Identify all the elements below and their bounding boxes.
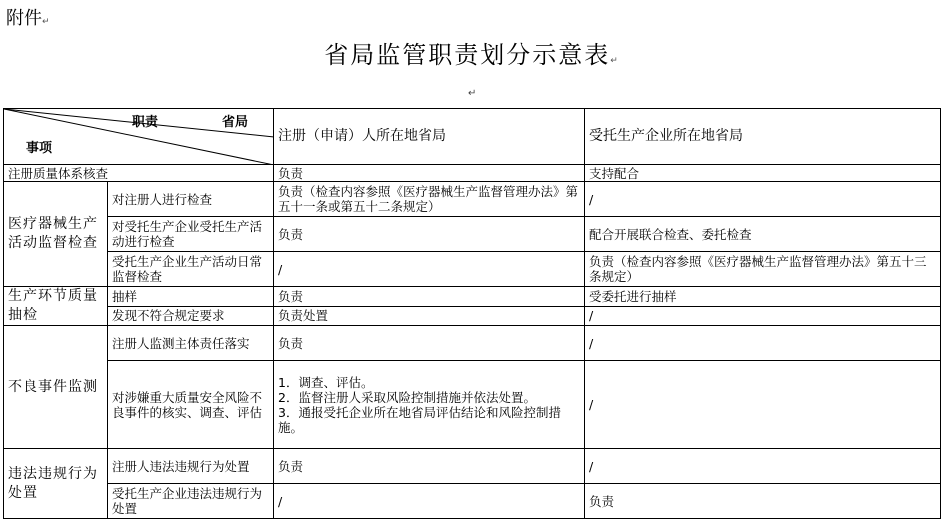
cell-registrant-steps xyxy=(274,361,585,449)
row-label-quality-system: 注册质量体系核查 xyxy=(4,165,274,182)
row-label: 对涉嫌重大质量安全风险不良事件的核实、调查、评估 xyxy=(108,361,274,449)
table-row xyxy=(4,306,941,326)
step-line: 1．调查、评估。 xyxy=(278,374,374,390)
row-label: 抽样 xyxy=(108,287,274,307)
row-label: 注册人违法违规行为处置 xyxy=(108,449,274,484)
page-title: 省局监管职责划分示意表↵ xyxy=(324,41,620,69)
cell-registrant: 负责 xyxy=(274,326,585,361)
cell-entrusted: 受委托进行抽样 xyxy=(585,287,941,307)
column-header-entrusted: 受托生产企业所在地省局 xyxy=(585,109,941,165)
cell-entrusted: 配合开展联合检查、委托检查 xyxy=(585,217,941,252)
cell-entrusted: 负责（检查内容参照《医疗器械生产监督管理办法》第五十三条规定） xyxy=(585,252,941,287)
group-violations: 违法违规行为处置 xyxy=(4,449,108,519)
row-label: 对注册人进行检查 xyxy=(108,182,274,217)
group-sampling: 生产环节质量抽检 xyxy=(4,287,108,326)
header-matter-label: 事项 xyxy=(26,141,53,156)
cell-entrusted: 支持配合 xyxy=(585,165,941,182)
group-production-supervision: 医疗器械生产活动监督检查 xyxy=(4,182,108,287)
cell-entrusted: 负责 xyxy=(585,484,941,519)
header-duty-label: 职责 xyxy=(132,115,159,130)
table-row xyxy=(4,217,941,252)
cell-registrant: 负责处置 xyxy=(274,306,585,326)
attachment-label: 附件↵ xyxy=(6,8,50,29)
cell-registrant: 负责 xyxy=(274,449,585,484)
cell-entrusted: / xyxy=(585,449,941,484)
row-label: 受托生产企业违法违规行为处置 xyxy=(108,484,274,519)
diagonal-header-cell xyxy=(4,109,274,165)
cell-entrusted: / xyxy=(585,361,941,449)
row-label: 发现不符合规定要求 xyxy=(108,306,274,326)
cell-registrant: 负责 xyxy=(274,217,585,252)
cell-registrant: / xyxy=(274,252,585,287)
cell-entrusted: / xyxy=(585,182,941,217)
step-line: 2．监督注册人采取风险控制措施并依法处置。 xyxy=(278,389,536,405)
row-label: 注册人监测主体责任落实 xyxy=(108,326,274,361)
table-row xyxy=(4,361,941,449)
column-header-registrant: 注册（申请）人所在地省局 xyxy=(274,109,585,165)
table-row xyxy=(4,252,941,287)
header-province-label: 省局 xyxy=(222,115,249,130)
group-adverse-events: 不良事件监测 xyxy=(4,326,108,449)
step-line: 3．通报受托企业所在地省局评估结论和风险控制措施。 xyxy=(278,404,561,435)
row-label: 受托生产企业生产活动日常监督检查 xyxy=(108,252,274,287)
table-row xyxy=(4,165,941,182)
cell-entrusted: / xyxy=(585,326,941,361)
paragraph-mark: ↵ xyxy=(468,88,477,99)
cell-entrusted: / xyxy=(585,306,941,326)
table-row xyxy=(4,182,941,217)
responsibility-table xyxy=(3,108,941,519)
row-label: 对受托生产企业受托生产活动进行检查 xyxy=(108,217,274,252)
cell-registrant: 负责 xyxy=(274,287,585,307)
table-row xyxy=(4,287,941,307)
table-header-row xyxy=(4,109,941,165)
cell-registrant: 负责 xyxy=(274,165,585,182)
cell-registrant: / xyxy=(274,484,585,519)
cell-registrant: 负责（检查内容参照《医疗器械生产监督管理办法》第五十一条或第五十二条规定） xyxy=(274,182,585,217)
table-row xyxy=(4,326,941,361)
table-row xyxy=(4,484,941,519)
table-row xyxy=(4,449,941,484)
